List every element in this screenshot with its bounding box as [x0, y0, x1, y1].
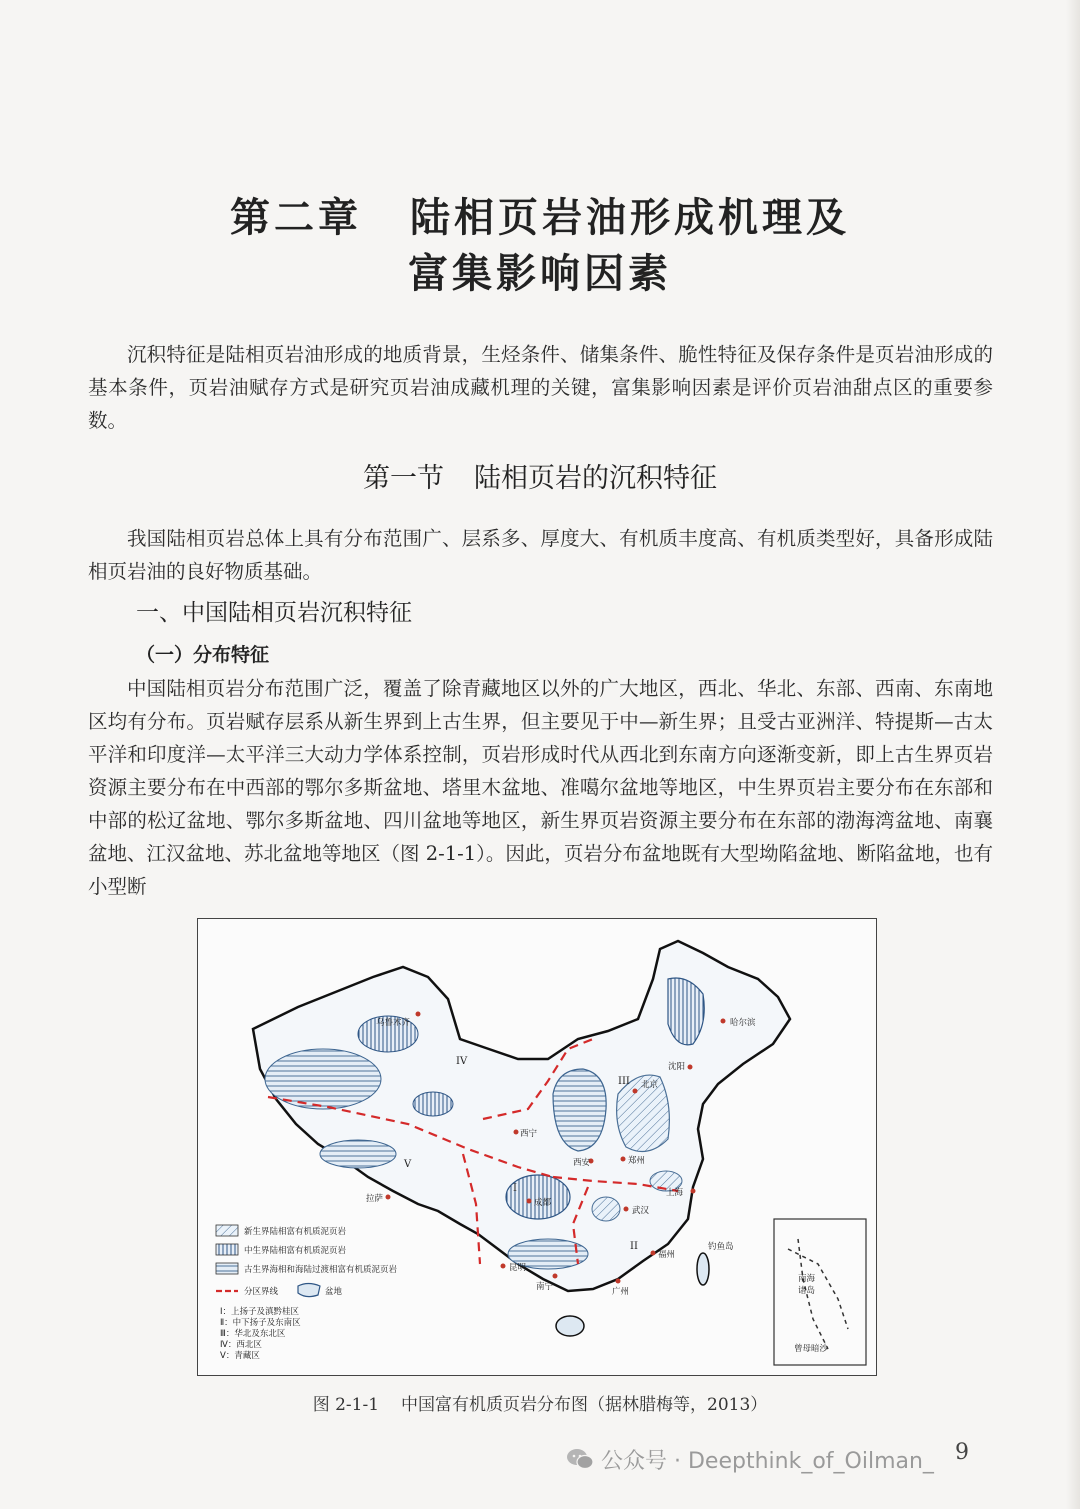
- city-wuhan: 武汉: [632, 1206, 650, 1216]
- section-title: [0, 456, 1080, 495]
- sichuan-basin: [506, 1175, 570, 1219]
- distribution-paragraph: 中国陆相页岩分布范围广泛，覆盖了除青藏地区以外的广大地区，西北、华北、东部、西南、东南地区均有分布。页岩赋存层系从新生界到上古生界，但主要见于中—新生界；且受古亚洲洋、特提斯—古太平洋和印度洋—太平洋三大动力学体系控制，页岩形成时代从西北到东南方向逐渐变新，即上古生界页岩资源主要分布在中西部的鄂尔多斯盆地、塔里木盆地、准噶尔盆地等地区，中生界页岩主要分布在东部和中部的松辽盆地、鄂尔多斯盆地、四川盆地等地区，新生界页岩资源主要分布在东部的渤海湾盆地、南襄盆地、江汉盆地、苏北盆地等地区（图 2-1-1）。因此，页岩分布盆地既有大型坳陷盆地、断陷盆地，也有小型断: [88, 677, 993, 898]
- map-legend: [216, 1225, 398, 1361]
- legend-basin: 盆地: [325, 1287, 343, 1297]
- city-xian: 西安: [573, 1158, 591, 1168]
- china-outline: [253, 941, 790, 1291]
- legend-paleozoic: 古生界海相和海陆过渡相富有机质泥页岩: [244, 1265, 398, 1275]
- inset-islands-line1: 南海: [798, 1274, 816, 1284]
- zone-v-label: V: [404, 1159, 412, 1170]
- zone-iii-label: III: [618, 1076, 630, 1087]
- city-fuzhou: 福州: [658, 1250, 676, 1260]
- legend-boundary: 分区界线: [244, 1287, 279, 1297]
- map-svg: [198, 919, 876, 1375]
- city-nanning: 南宁: [536, 1282, 554, 1292]
- chapter-number: 第二章: [230, 195, 362, 241]
- jianghan-basin: [592, 1197, 620, 1221]
- intro-paragraph: 沉积特征是陆相页岩油形成的地质背景，生烃条件、储集条件、脆性特征及保存条件是页岩油形成的基本条件，页岩油赋存方式是研究页岩油成藏机理的关键，富集影响因素是评价页岩油甜点区的重要参数。: [88, 343, 993, 432]
- hainan-island: [556, 1316, 584, 1336]
- city-shenyang: 沈阳: [668, 1062, 686, 1072]
- section-paragraph: 我国陆相页岩总体上具有分布范围广、层系多、厚度大、有机质丰度高、有机质类型好，具备形成陆相页岩油的良好物质基础。: [88, 527, 993, 583]
- city-kunming: 昆明: [509, 1263, 527, 1273]
- legend-cenozoic: 新生界陆相富有机质泥页岩: [244, 1227, 347, 1237]
- city-lhasa: 拉萨: [366, 1194, 384, 1204]
- shale-distribution-map: [197, 918, 877, 1376]
- watermark: [565, 1443, 934, 1475]
- section-title-text: 陆相页岩的沉积特征: [474, 463, 717, 494]
- figure-caption: [0, 1390, 1080, 1415]
- taiwan-island: [697, 1253, 709, 1285]
- chapter-title-line1: [0, 186, 1080, 243]
- caption-number: 图 2-1-1: [312, 1395, 380, 1415]
- zone-ii-label: II: [630, 1241, 638, 1252]
- city-harbin: 哈尔滨: [730, 1018, 756, 1028]
- section-number: 第一节: [363, 463, 444, 494]
- tarim-basin: [265, 1049, 381, 1109]
- zone-list-1: Ⅰ：上扬子及滇黔桂区: [220, 1307, 300, 1317]
- city-shanghai: 上海: [666, 1188, 684, 1198]
- zone-list-2: Ⅱ：中下扬子及东南区: [220, 1318, 301, 1328]
- city-guangzhou: 广州: [612, 1287, 630, 1297]
- city-xining: 西宁: [520, 1129, 538, 1139]
- page-number: 9: [955, 1440, 969, 1465]
- inset-reef: 曾母暗沙: [794, 1344, 829, 1354]
- zone-list-3: Ⅲ：华北及东北区: [220, 1329, 286, 1339]
- city-beijing: 北京: [641, 1080, 659, 1090]
- inset-islands-line2: 诸岛: [798, 1286, 816, 1296]
- city-diaoyu: 钓鱼岛: [708, 1242, 734, 1252]
- zone-iv-label: IV: [456, 1056, 468, 1067]
- chapter-title-line2: 富集影响因素: [408, 251, 672, 297]
- subsubsection-title: （一）分布特征: [136, 644, 270, 666]
- qaidam-basin: [413, 1092, 453, 1116]
- wechat-icon: [565, 1447, 595, 1471]
- legend-mesozoic: 中生界陆相富有机质泥页岩: [244, 1246, 347, 1256]
- tibet-basin: [320, 1140, 396, 1168]
- city-zhengzhou: 郑州: [628, 1156, 646, 1166]
- zone-i-label: I: [513, 1183, 517, 1194]
- zone-list-4: Ⅳ：西北区: [220, 1340, 262, 1350]
- city-chengdu: 成都: [534, 1198, 552, 1208]
- watermark-text: 公众号 · Deepthink_of_Oilman_: [601, 1448, 934, 1474]
- subsection-title: 一、中国陆相页岩沉积特征: [136, 600, 412, 626]
- caption-text: 中国富有机质页岩分布图（据林腊梅等，2013）: [401, 1395, 768, 1415]
- south-china-sea-inset: [774, 1219, 866, 1365]
- zone-list-5: Ⅴ：青藏区: [220, 1351, 260, 1361]
- city-urumqi: 乌鲁木齐: [376, 1018, 411, 1028]
- chapter-title-text: 陆相页岩油形成机理及: [410, 195, 850, 241]
